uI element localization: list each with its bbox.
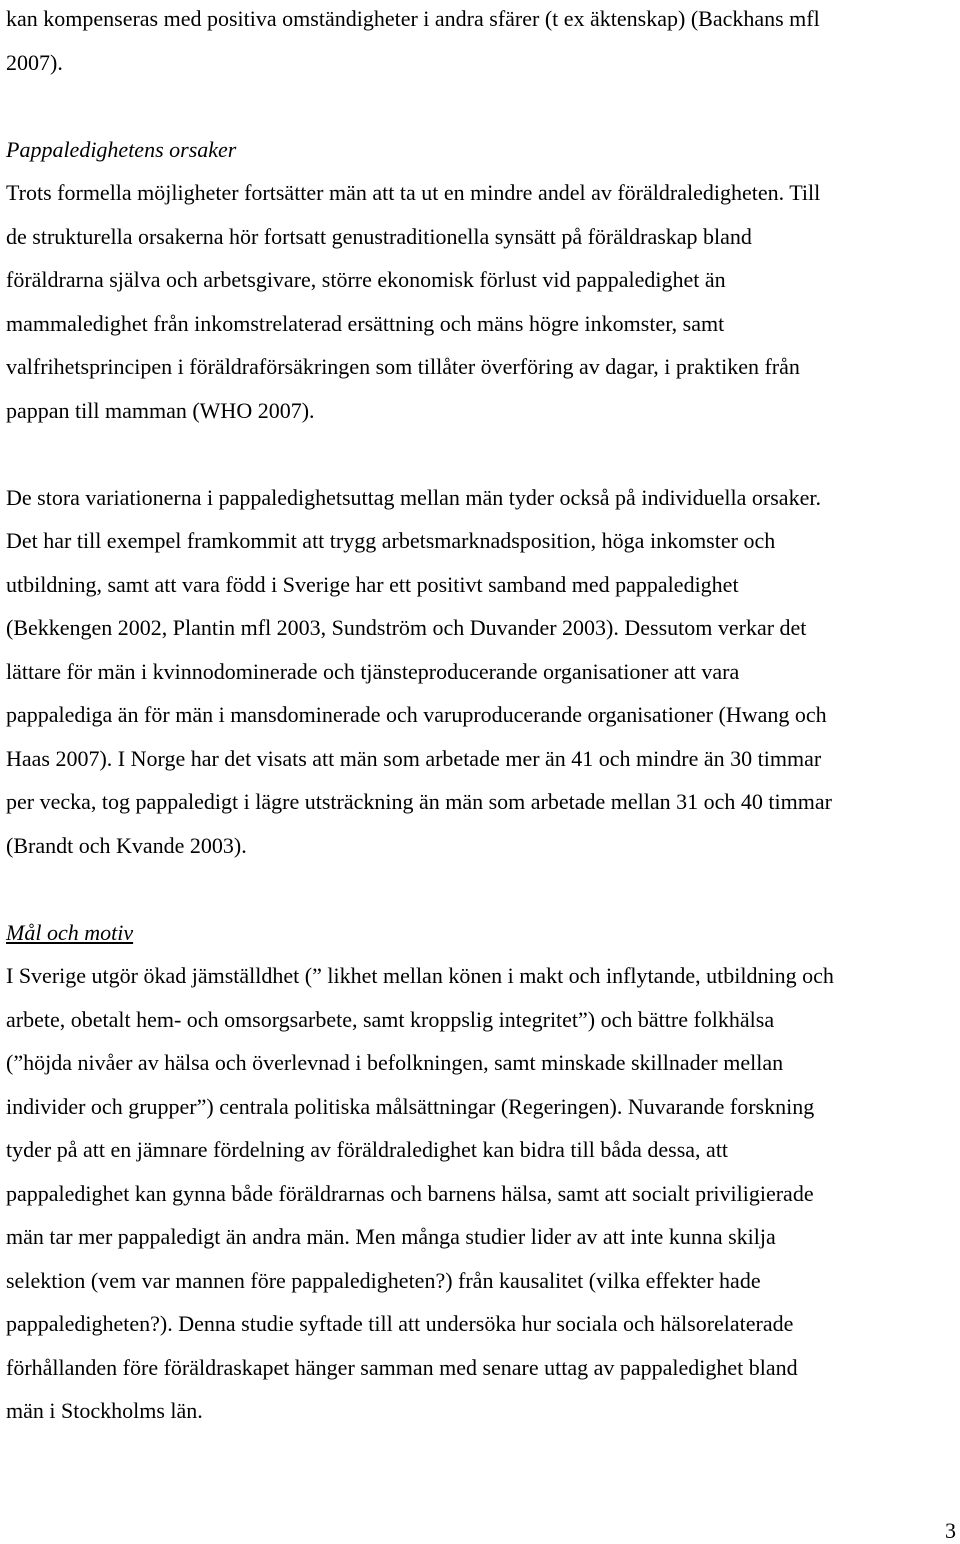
paragraph-spacer	[6, 84, 954, 128]
section2-paragraph-1: I Sverige utgör ökad jämställdhet (” likhet mellan könen i makt och inflytande, utbildning och arbete, obetalt hem- och omsorgsarbete, samt kroppslig integritet”) och bättre folkhälsa (”höjda nivåer av hälsa och överlevnad i befolkningen, samt minskade skillnader mellan individer och grupper”) centrala politiska målsättningar (Regeringen). Nuvarande forskning tyder på att en jämnare fördelning av föräldraledighet kan bidra till båda dessa, att pappaledighet kan gynna både föräldrarnas och barnens hälsa, samt att socialt priviligierade män tar mer pappaledigt än andra män. Men många studier lider av att inte kunna skilja selektion (vem var mannen före pappaledigheten?) från kausalitet (vilka effekter hade pappaledigheten?). Denna studie syftade till att undersöka hur sociala och hälsorelaterade förhållanden före föräldraskapet hänger samman med senare uttag av pappaledighet bland män i Stockholms län.	[6, 963, 834, 1423]
paragraph-spacer	[6, 432, 954, 476]
section-heading-pappaledighetens-orsaker: Pappaledighetens orsaker	[6, 136, 237, 162]
intro-paragraph: kan kompenseras med positiva omständigheter i andra sfärer (t ex äktenskap) (Backhans mfl 2007).	[6, 6, 820, 75]
page-number: 3	[945, 1518, 956, 1543]
section1-paragraph-1: Trots formella möjligheter fortsätter män att ta ut en mindre andel av föräldraledigheten. Till de strukturella orsakerna hör fortsatt genustraditionella synsätt på föräldraskap bland föräldrarna själva och arbetsgivare, större ekonomisk förlust vid pappaledighet än mammaledighet från inkomstrelaterad ersättning och mäns högre inkomster, samt valfrihetsprincipen i föräldraförsäkringen som tillåter överföring av dagar, i praktiken från pappan till mamman (WHO 2007).	[6, 180, 821, 423]
paragraph-spacer	[6, 867, 954, 911]
section1-paragraph-2: De stora variationerna i pappaledighetsuttag mellan män tyder också på individuella orsaker. Det har till exempel framkommit att trygg arbetsmarknadsposition, höga inkomster och utbildning, samt att vara född i Sverige har ett positivt samband med pappaledighet (Bekkengen 2002, Plantin mfl 2003, Sundström och Duvander 2003). Dessutom verkar det lättare för män i kvinnodominerade och tjänsteproducerande organisationer att vara pappalediga än för män i mansdominerade och varuproducerande organisationer (Hwang och Haas 2007). I Norge har det visats att män som arbetade mer än 41 och mindre än 30 timmar per vecka, tog pappaledigt i lägre utsträckning än män som arbetade mellan 31 och 40 timmar (Brandt och Kvande 2003).	[6, 484, 832, 858]
document-page	[6, 0, 954, 1433]
section-heading-mal-och-motiv: Mål och motiv	[6, 919, 134, 945]
